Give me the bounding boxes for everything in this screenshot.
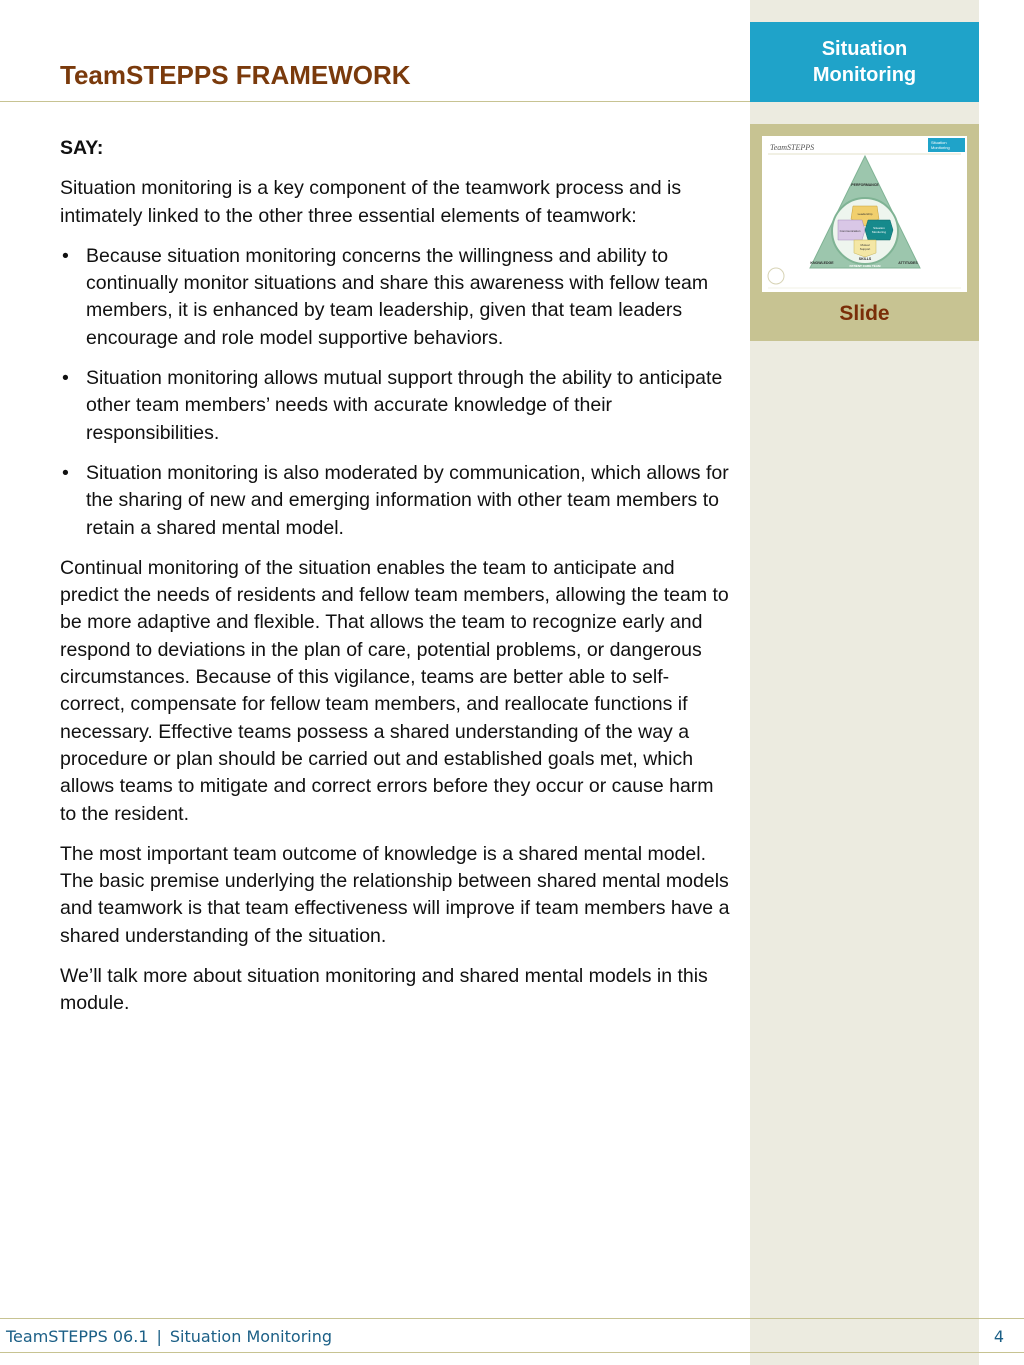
footer-separator: | xyxy=(156,1327,162,1346)
slide-thumbnail-panel xyxy=(750,124,979,341)
page-number: 4 xyxy=(993,1327,1004,1346)
bullet-list xyxy=(60,243,730,542)
body-paragraph: We’ll talk more about situation monitoring and shared mental models in this module. xyxy=(60,965,708,1015)
section-tab-line-1: Situation xyxy=(821,38,908,60)
thumb-situation: Situation xyxy=(873,226,885,230)
thumb-performance: PERFORMANCE xyxy=(851,183,879,187)
thumb-knowledge: KNOWLEDGE xyxy=(810,261,834,265)
slide-label: Slide xyxy=(839,302,890,325)
say-label: SAY: xyxy=(60,137,104,159)
intro-paragraph: Situation monitoring is a key component of the teamwork process and is intimately linked to the other three essential elements of teamwork: xyxy=(60,177,682,227)
teamstepps-framework-diagram xyxy=(762,136,967,292)
thumb-skills: SKILLS xyxy=(858,257,872,261)
footer-divider-top xyxy=(0,1318,1024,1319)
footer-module: Situation Monitoring xyxy=(169,1327,333,1346)
bullet-item: • Situation monitoring is also moderated by communication, which allows for the sharing of new and emerging information with other team members to retain a shared mental model. xyxy=(60,460,730,542)
footer-course: TeamSTEPPS 06.1 xyxy=(6,1327,149,1346)
bullet-item: • Because situation monitoring concerns the willingness and ability to continually monitor situations and share this awareness with fellow team members, it is enhanced by team leadership, given that team leaders encourage and role model supportive behaviors. xyxy=(60,243,730,352)
thumb-communication: Communication xyxy=(839,229,861,233)
notes-body xyxy=(60,135,730,1031)
page-title: TeamSTEPPS FRAMEWORK xyxy=(60,60,411,90)
thumb-logo: TeamSTEPPS xyxy=(770,143,815,152)
bullet-item: • Situation monitoring allows mutual support through the ability to anticipate other team members’ needs with accurate knowledge of their responsibilities. xyxy=(60,365,730,447)
thumb-monitoring: Monitoring xyxy=(871,230,887,234)
slide-thumbnail xyxy=(762,136,967,292)
footer-course-info xyxy=(6,1327,332,1346)
body-paragraph: Continual monitoring of the situation enables the team to anticipate and predict the needs of residents and fellow team members, allowing the team to be more adaptive and flexible. That allows the team to recognize early and respond to deviations in the plan of care, potential problems, or dangerous circumstances. Because of this vigilance, teams are better able to self-correct, compensate for fellow team members, and reallocate functions if necessary. Effective teams possess a shared understanding of the way a procedure or plan should be carried out and established goals met, which allows teams to mitigate and correct errors before they occur or cause harm to the resident. xyxy=(60,556,729,825)
body-paragraph: The most important team outcome of knowledge is a shared mental model. The basic premise underlying the relationship between shared mental models and teamwork is that team effectiveness will improve if team members have a shared understanding of the situation. xyxy=(60,842,730,947)
footer-divider-bottom xyxy=(0,1352,1024,1353)
thumb-mutual: Mutual xyxy=(860,243,870,247)
title-divider xyxy=(0,101,750,102)
thumb-tab-line-2: Monitoring xyxy=(931,145,950,150)
thumb-support: Support xyxy=(859,247,871,251)
thumb-tab-line-1: Situation xyxy=(931,140,947,145)
section-tab xyxy=(750,22,979,102)
thumb-attitudes: ATTITUDES xyxy=(898,261,918,265)
thumb-leadership: Leadership xyxy=(857,212,873,216)
section-tab-line-2: Monitoring xyxy=(812,64,917,86)
thumb-patient-care-team: PATIENT CARE TEAM xyxy=(849,264,881,268)
